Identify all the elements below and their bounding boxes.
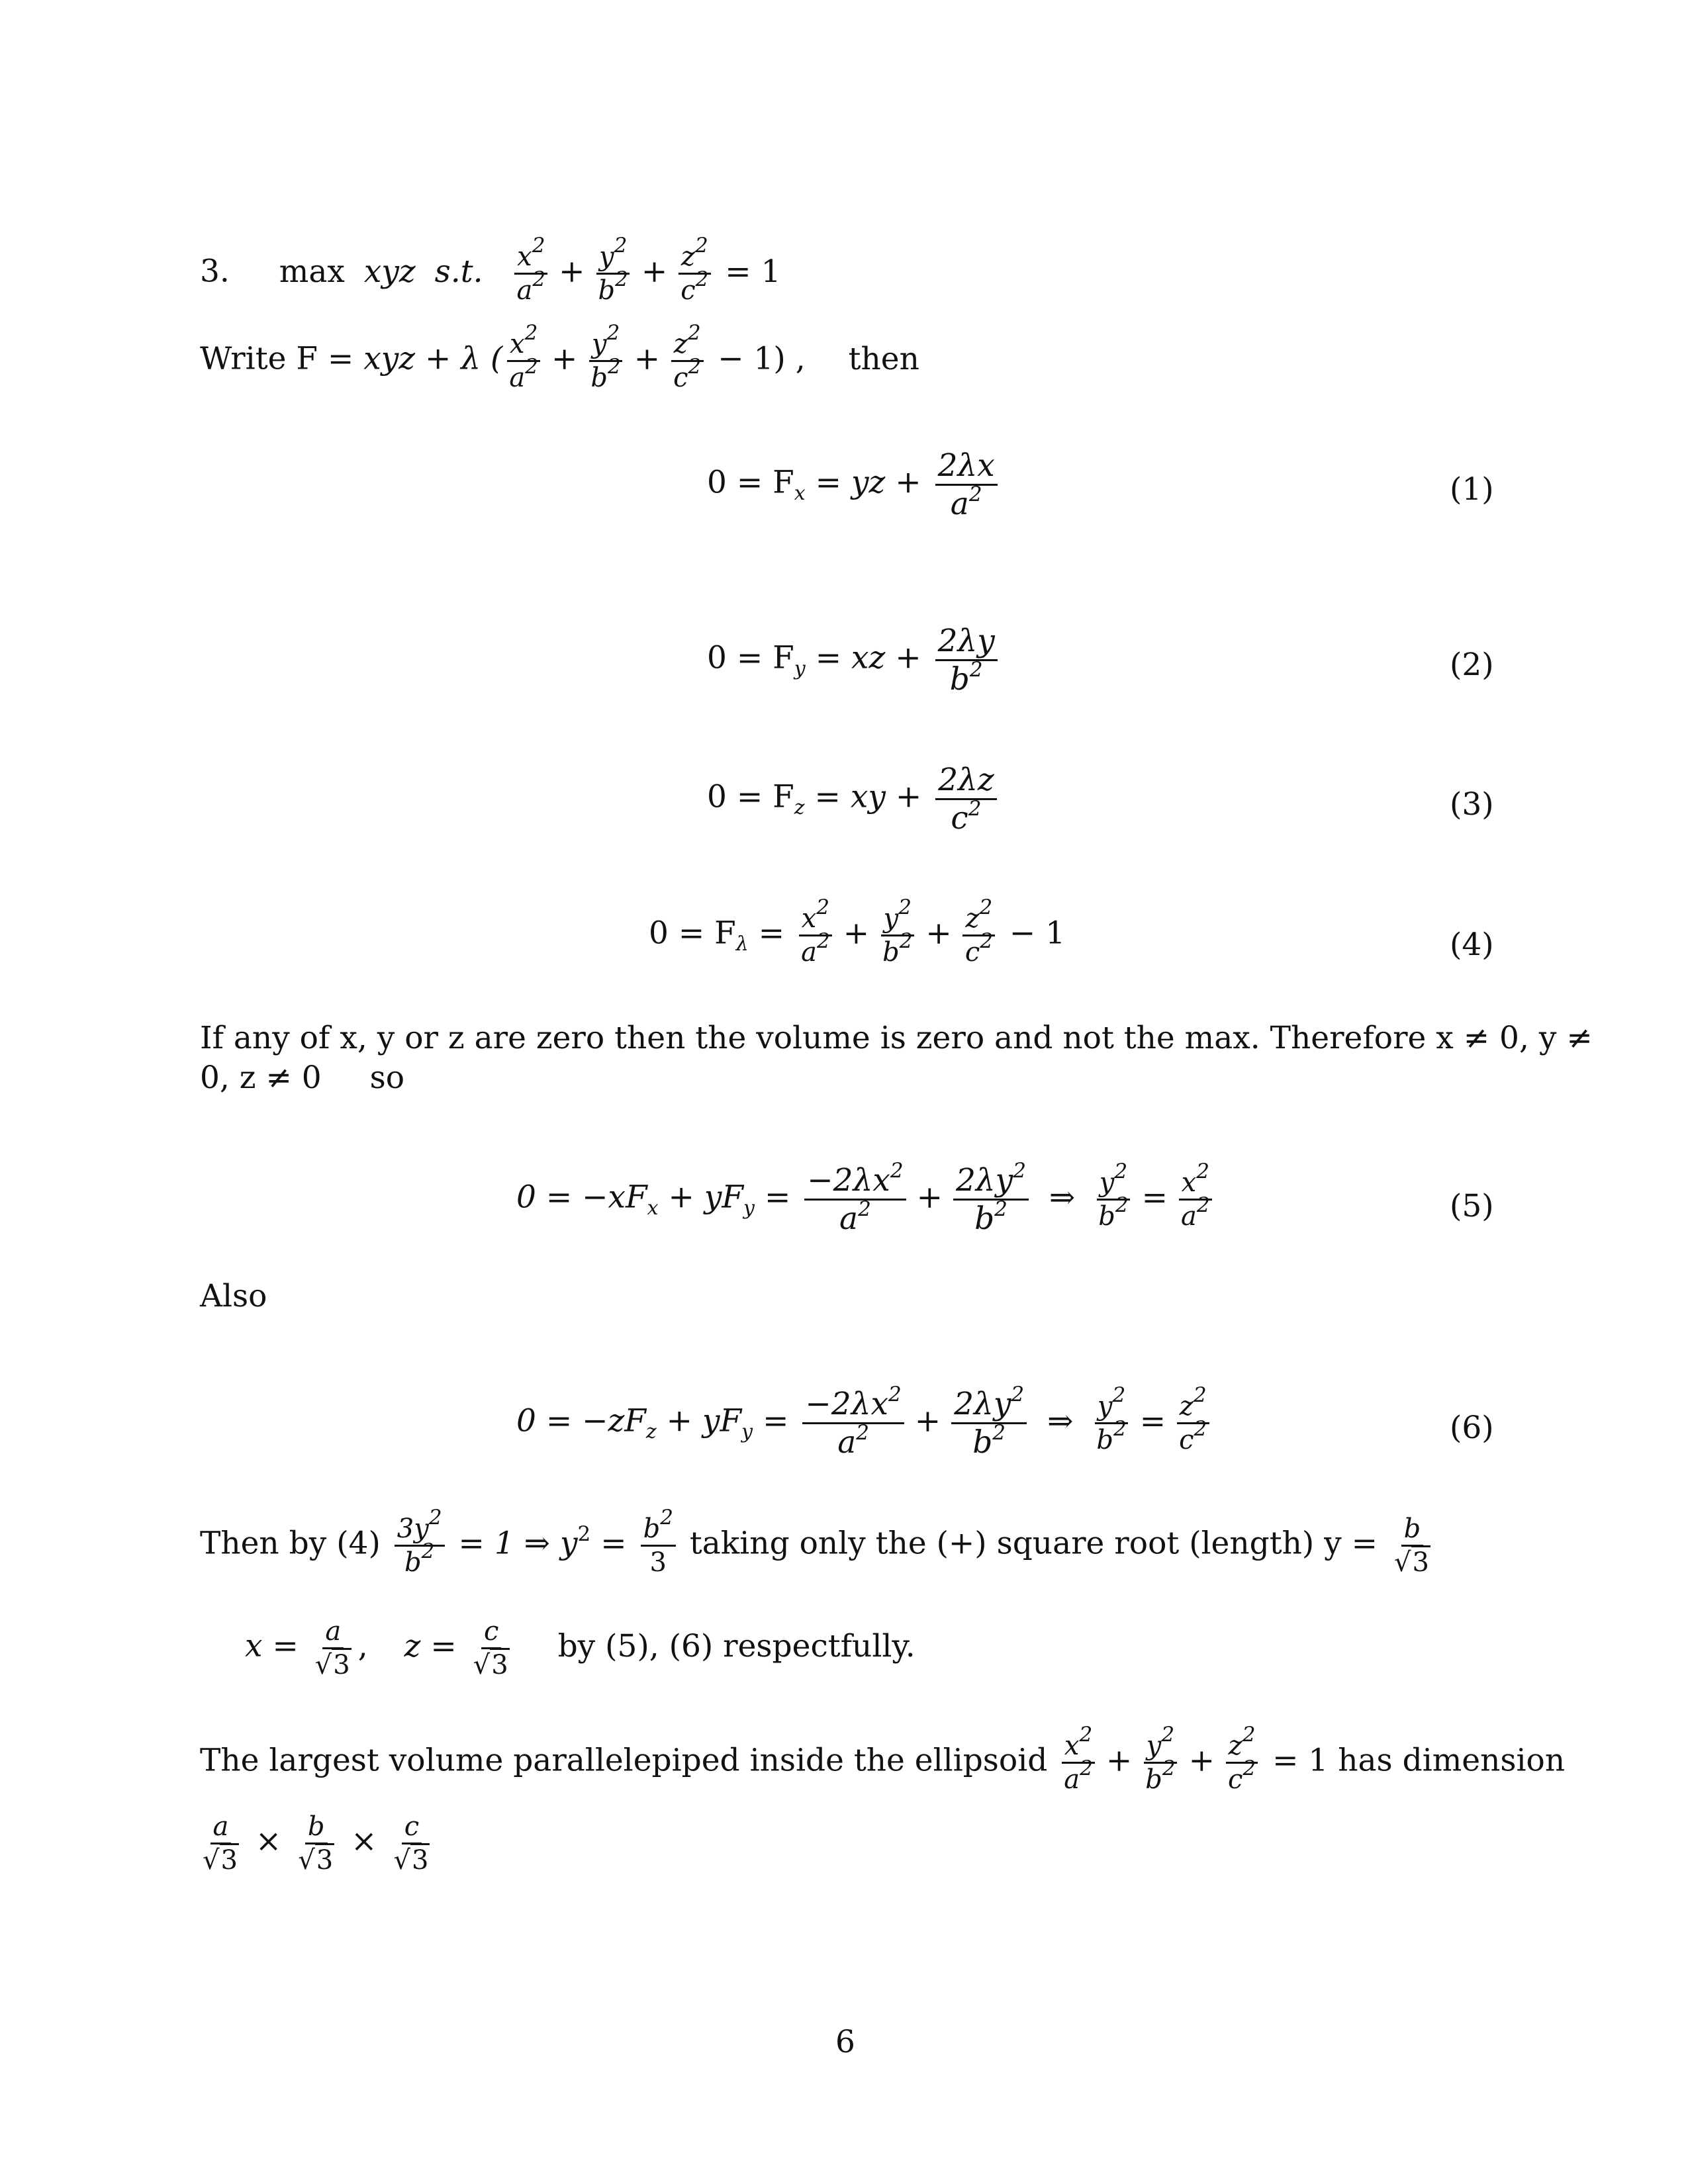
equation-4: $0 = F_\lambda$ = $\frac{x^2}{a^2}$ + $\frac{y^2}{b^2}$ + $\frac{z^2}{c^2}$ − 1 [649,895,1066,968]
equation-5: $0 = -xF_x + yF_y$ = $\frac{-2\lambda x^2}{a^2}$ + $\frac{2\lambda y^2}{b^2}$ ⇒ $\frac{y^2}{b^2}$ = $\frac{x^2}{a^2}$ [516,1165,1217,1234]
constraint-rhs: = 1 [725,253,781,290]
write-tail: − 1) , [718,340,806,377]
equation-3: $0 = F_z$ = xy + $\frac{2\lambda z}{c^2}$ [707,764,1001,834]
problem-number: 3. [200,253,230,290]
st-label: s.t. [434,253,483,290]
constraint: $\frac{x^2}{a^2}$ + $\frac{y^2}{b^2}$ + $\frac{z^2}{c^2}$ = 1 [510,253,780,290]
page-number: 6 [835,2024,855,2060]
equation-2: $0 = F_y$ = xz + $\frac{2\lambda y}{b^2}$ [707,625,1002,695]
objective: xyz [363,253,416,290]
also-text: Also [200,1278,267,1314]
write-expr: = xyz + λ ( [327,340,503,377]
write-line: Write F = xyz + λ ( $\frac{x^2}{a^2}$ + $\frac{y^2}{b^2}$ + $\frac{z^2}{c^2}$ − 1) , then [200,321,919,393]
equation-6: $0 = -zF_z + yF_y$ = $\frac{-2\lambda x^2}{a^2}$ + $\frac{2\lambda y^2}{b^2}$ ⇒ $\frac{y^2}{b^2}$ = $\frac{z^2}{c^2}$ [516,1388,1213,1458]
problem-line [200,234,781,306]
xz-line: x = $\frac{a}{√3}$ , z = $\frac{c}{√3}$ by (5), (6) respectfully. [245,1616,915,1680]
equation-4-label: (4) [1450,927,1494,963]
equation-2-label: (2) [1450,647,1494,683]
write-prefix: Write F [200,340,318,377]
write-then: then [848,340,919,377]
max-word: max [279,253,345,290]
conclusion-dimensions: $\frac{a}{√3}$ × $\frac{b}{√3}$ × $\frac{c}{√3}$ [203,1811,429,1876]
paragraph-line-2: 0, z ≠ 0 so [200,1060,405,1096]
then-line: Then by (4) $\frac{3y^2}{b^2}$ = 1 ⇒ $y^2$ = $\frac{b^2}{3}$ taking only the (+) square root (length) y = $\frac{b}{√3}$ [200,1506,1429,1578]
paragraph-line-1: If any of x, y or z are zero then the volume is zero and not the max. Therefore x ≠ 0, y ≠ [200,1020,1593,1056]
equation-6-label: (6) [1450,1410,1494,1446]
equation-1: $0 = F_x$ = yz + $\frac{2\lambda x}{a^2}$ [707,450,1002,520]
equation-3-label: (3) [1450,786,1494,823]
equation-5-label: (5) [1450,1188,1494,1224]
conclusion-line-1: The largest volume parallelepiped inside the ellipsoid $\frac{x^2}{a^2}$ + $\frac{y^2}{b^2}$ + $\frac{z^2}{c^2}$ = 1 has dimension [200,1723,1566,1795]
equation-1-label: (1) [1450,471,1494,508]
